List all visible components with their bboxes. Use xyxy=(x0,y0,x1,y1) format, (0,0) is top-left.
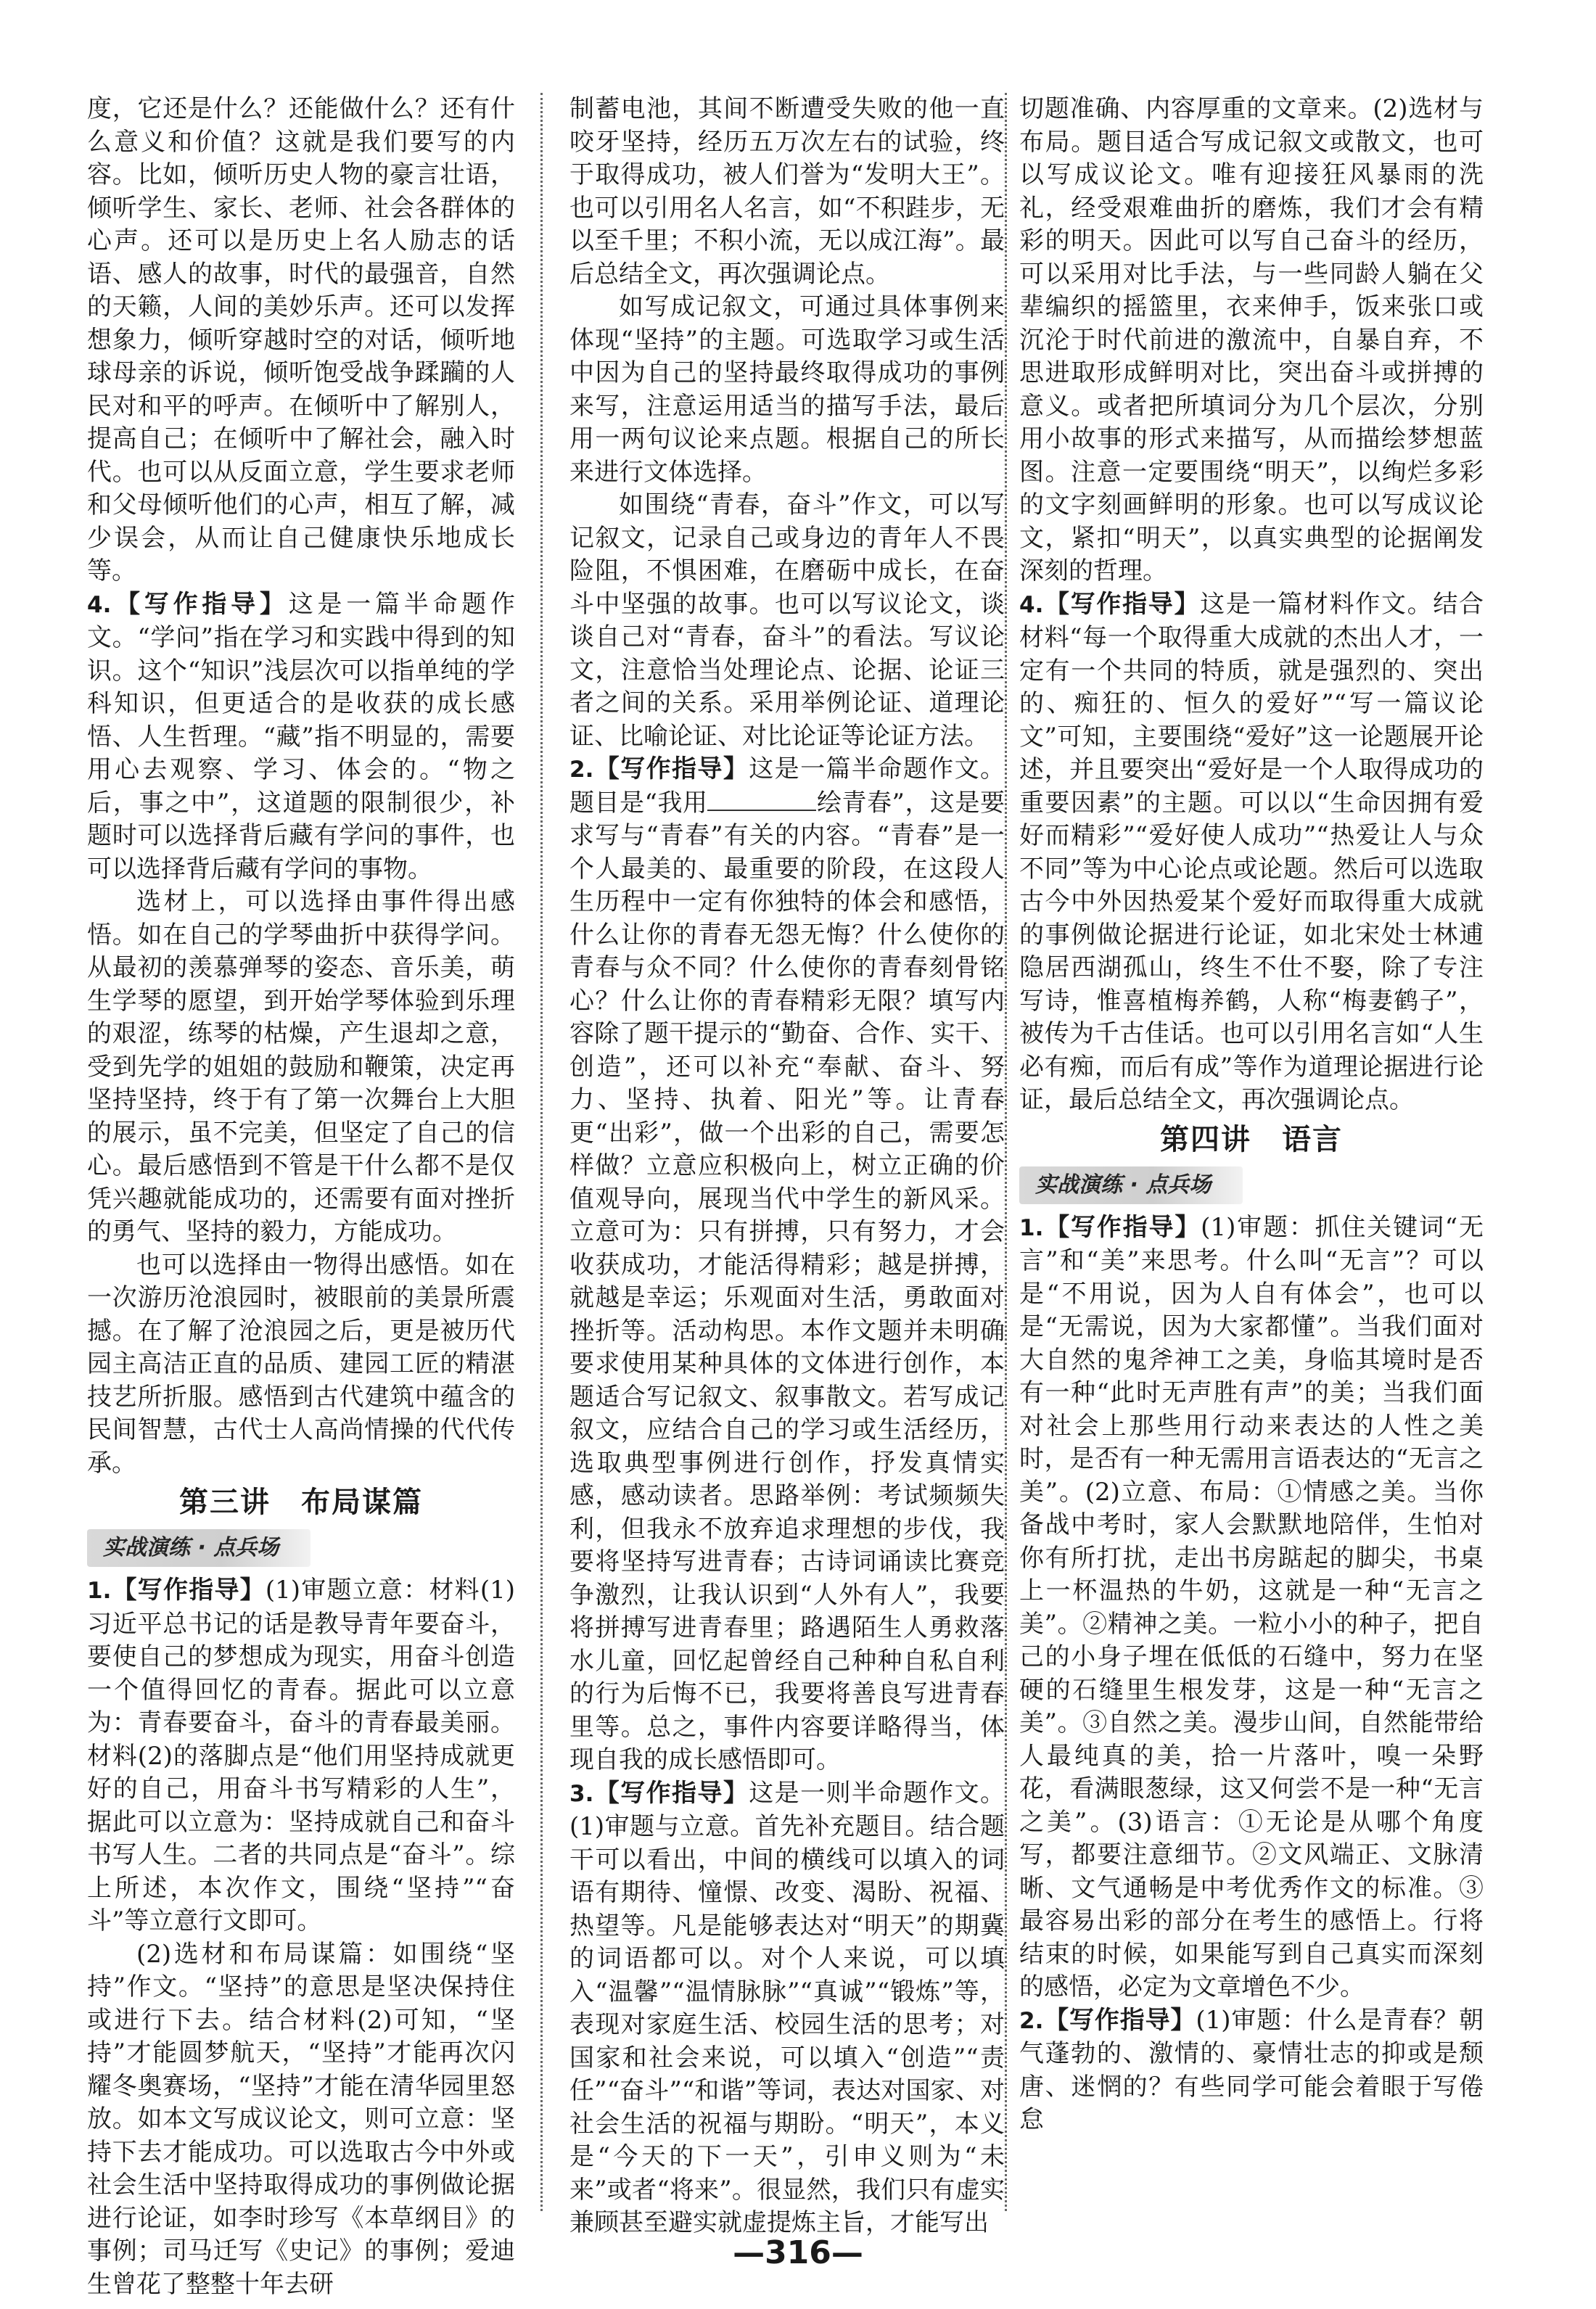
paragraph: (2)选材和布局谋篇：如围绕“坚持”作文。“坚持”的意思是坚决保持住或进行下去。结合材料(2)可知，“坚持”才能圆梦航天，“坚持”才能再次闪耀冬奥赛场，“坚持”才能在清华园里怒放。如本文写成议论文，则可立意：坚持下去才能成功。可以选取古今中外或社会生活中坚持取得成功的事例做论据进行论证，如李时珍写《本草纲目》的事例；司马迁写《史记》的事例；爱迪生曾花了整整十年去研 xyxy=(87,1939,515,2299)
paragraph: 选材上，可以选择由事件得出感悟。如在自己的学琴曲折中获得学问。从最初的羡慕弹琴的姿态、音乐美，萌生学琴的愿望，到开始学琴体验到乐理的艰涩，练琴的枯燥，产生退却之意，受到先学的姐姐的鼓励和鞭策，决定再坚持坚持，终于有了第一次舞台上大胆的展示，虽不完美，但坚定了自己的信心。最后感悟到不管是干什么都不是仅凭兴趣就能成功的，还需要有面对挫折的勇气、坚持的毅力，方能成功。 xyxy=(87,887,515,1246)
item-tag: 【写作指导】 xyxy=(1043,1212,1201,1242)
column-divider-2 xyxy=(1005,93,1007,2211)
item-number: 2. xyxy=(1019,2007,1044,2034)
answer-item-3 xyxy=(569,1777,1005,2240)
paragraph: 如写成记叙文，可通过具体事例来体现“坚持”的主题。可选取学习或生活中因为自己的坚持最终取得成功的事例来写，注意运用适当的描写手法，最后用一两句议论来点题。根据自己的所长来进行文体选择。 xyxy=(569,292,1005,487)
answer-item-2 xyxy=(569,753,1005,1777)
item-text: 这是一则半命题作文。(1)审题与立意。首先补充题目。结合题干可以看出，中间的横线可以填入的词语有期待、憧憬、改变、渴盼、祝福、热望等。凡是能够表达对“明天”的期冀的词语都可以。对个人来说，可以填入“温馨”“温情脉脉”“真诚”“锻炼”等，表现对家庭生活、校园生活的思考；对国家和社会来说，可以填入“创造”“责任”“奋斗”“和谐”等词，表达对国家、对社会生活的祝福与期盼。“明天”，本义是“今天的下一天”，引申义则为“未来”或者“将来”。很显然，我们只有虚实兼顾甚至避实就虚提炼主旨，才能写出 xyxy=(569,1778,1005,2237)
item-number: 4. xyxy=(87,591,112,618)
item-tag: 【写作指导】 xyxy=(111,1576,266,1605)
paragraph: 也可以选择由一物得出感悟。如在一次游历沧浪园时，被眼前的美景所震撼。在了解了沧浪园之后，更是被历代园主高洁正直的品质、建园工匠的精湛技艺所折服。感悟到古代建筑中蕴含的民间智慧，古代士人高尚情操的代代传承。 xyxy=(87,1250,515,1478)
item-number: 1. xyxy=(87,1578,112,1604)
item-number: 2. xyxy=(569,757,594,783)
paragraph: 如围绕“青春，奋斗”作文，可以写记叙文，记录自己或身边的青年人不畏险阻，不惧困难，在磨砺中成长，在奋斗中坚强的故事。也可以写议论文，谈谈自己对“青春，奋斗”的看法。写议论文，注意恰当处理论点、论据、论证三者之间的关系。采用举例论证、道理论证、比喻论证、对比论证等论证方法。 xyxy=(569,490,1005,751)
section-banner: 实战演练 · 点兵场 xyxy=(1019,1166,1243,1204)
paragraph: 度，它还是什么？还能做什么？还有什么意义和价值？这就是我们要写的内容。比如，倾听历史人物的豪言壮语，倾听学生、家长、老师、社会各群体的心声。还可以是历史上名人励志的话语、感人的故事，时代的最强音，自然的天籁，人间的美妙乐声。还可以发挥想象力，倾听穿越时空的对话，倾听地球母亲的诉说，倾听饱受战争蹂躏的人民对和平的呼声。在倾听中了解别人，提高自己；在倾听中了解社会，融入时代。也可以从反面立意，学生要求老师和父母倾听他们的心声，相互了解，减少误会，从而让自己健康快乐地成长等。 xyxy=(87,94,515,585)
answer-item-1 xyxy=(1019,1211,1484,2004)
item-number: 1. xyxy=(1019,1214,1044,1241)
item-number: 4. xyxy=(1019,591,1044,618)
answer-item-2 xyxy=(1019,2004,1484,2137)
column-3 xyxy=(1019,93,1484,2137)
item-tag: 【写作指导】 xyxy=(1043,589,1201,619)
fill-blank xyxy=(707,788,816,811)
item-text: (1)审题：什么是青春？朝气蓬勃的、激情的、豪情壮志的抑或是颓唐、迷惘的？有些同学可能会着眼于写倦怠 xyxy=(1019,2005,1484,2134)
page-number: —316— xyxy=(733,2234,863,2271)
item-tag: 【写作指导】 xyxy=(1043,2005,1196,2035)
paragraph: 制蓄电池，其间不断遭受失败的他一直咬牙坚持，经历五万次左右的试验，终于取得成功，被人们誉为“发明大王”。也可以引用名人名言，如“不积跬步，无以至千里；不积小流，无以成江海”。最后总结全文，再次强调论点。 xyxy=(569,94,1005,289)
section-banner: 实战演练 · 点兵场 xyxy=(87,1529,310,1567)
column-divider-1 xyxy=(540,93,543,2211)
item-text: 绘青春”，这是要求写与“青春”有关的内容。“青春”是一个人最美的、最重要的阶段，在这段人生历程中一定有你独特的体会和感悟，什么让你的青春无怨无悔？什么使你的青春与众不同？什么使你的青春刻骨铭心？什么让你的青春精彩无限？填写内容除了题干提示的“勤奋、合作、实干、创造”，还可以补充“奉献、奋斗、努力、坚持、执着、阳光”等。让青春更“出彩”，做一个出彩的自己，需要怎样做？立意应积极向上，树立正确的价值观导向，展现当代中学生的新风采。立意可为：只有拼搏，只有努力，才会收获成功，才能活得精彩；越是拼搏，就越是幸运；乐观面对生活，勇敢面对挫折等。活动构思。本作文题并未明确要求使用某种具体的文体进行创作，本题适合写记叙文、叙事散文。若写成记叙文，应结合自己的学习或生活经历，选取典型事例进行创作，抒发真情实感，感动读者。思路举例：考试频频失利，但我永不放弃追求理想的步伐，我要将坚持写进青春；古诗词诵读比赛竞争激烈，让我认识到“人外有人”，我要将拼搏写进青春里；路遇陌生人勇救落水儿童，回忆起曾经自己种种自私自利的行为后悔不已，我要将善良写进青春里等。总之，事件内容要详略得当，体现自我的成长感悟即可。 xyxy=(569,788,1005,1774)
item-tag: 【写作指导】 xyxy=(593,1778,749,1808)
item-tag: 【写作指导】 xyxy=(111,589,289,619)
item-tag: 【写作指导】 xyxy=(593,754,749,783)
answer-item-4 xyxy=(1019,588,1484,1117)
item-text: 这是一篇半命题作文。题目是“我用 xyxy=(569,754,1005,818)
item-text: (1)审题：抓住关键词“无言”和“美”来思考。什么叫“无言”？可以是“不用说，因为人自有体会”，也可以是“无需说，因为大家都懂”。当我们面对大自然的鬼斧神工之美，身临其境时是否有一种“此时无声胜有声”的美；当我们面对社会上那些用行动来表达的人性之美时，是否有一种无需用言语表达的“无言之美”。(2)立意、布局：①情感之美。当你备战中考时，家人会默默地陪伴，生怕对你有所打扰，走出书房踮起的脚尖，书桌上一杯温热的牛奶，这就是一种“无言之美”。②精神之美。一粒小小的种子，把自己的小身子埋在低低的石缝中，努力在坚硬的石缝里生根发芽，这是一种“无言之美”。③自然之美。漫步山间，自然能带给人最纯真的美，拾一片落叶，嗅一朵野花，看满眼葱绿，这又何尝不是一种“无言之美”。(3)语言：①无论是从哪个角度写，都要注意细节。②文风端正、文脉清晰、文气通畅是中考优秀作文的标准。③最容易出彩的部分在考生的感悟上。行将结束的时候，如果能写到自己真实而深刻的感悟，必定为文章增色不少。 xyxy=(1019,1212,1484,2001)
item-number: 3. xyxy=(569,1780,594,1807)
item-text: 这是一篇材料作文。结合材料“每一个取得重大成就的杰出人才，一定有一个共同的特质，就是强烈的、突出的、痴狂的、恒久的爱好”“写一篇议论文”可知，主要围绕“爱好”这一论题展开论述，并且要突出“爱好是一个人取得成功的重要因素”的主题。可以以“生命因拥有爱好而精彩”“爱好使人成功”“热爱让人与众不同”等为中心论点或论题。然后可以选取古今中外因热爱某个爱好而取得重大成就的事例做论据进行论证，如北宋处士林逋隐居西湖孤山，终生不仕不娶，除了专注写诗，惟喜植梅养鹤，人称“梅妻鹤子”，被传为千古佳话。也可以引用名言如“人生必有痴，而后有成”等作为道理论据进行论证，最后总结全文，再次强调论点。 xyxy=(1019,589,1484,1114)
item-text: 这是一篇半命题作文。“学问”指在学习和实践中得到的知识。这个“知识”浅层次可以指单纯的学科知识，但更适合的是收获的成长感悟、人生哲理。“藏”指不明显的，需要用心去观察、学习、体会的。“物之后，事之中”，这道题的限制很少，补题时可以选择背后藏有学问的事件，也可以选择背后藏有学问的事物。 xyxy=(87,589,516,884)
item-text: (1)审题立意：材料(1)习近平总书记的话是教导青年要奋斗，要使自己的梦想成为现实，用奋斗创造一个值得回忆的青春。据此可以立意为：青春要奋斗，奋斗的青春最美丽。材料(2)的落脚点是“他们用坚持成就更好的自己，用奋斗书写精彩的人生”，据此可以立意为：坚持成就自己和奋斗书写人生。二者的共同点是“奋斗”。综上所述，本次作文，围绕“坚持”“奋斗”等立意行文即可。 xyxy=(87,1576,515,1935)
answer-item-1 xyxy=(87,1574,515,1938)
section-heading: 第三讲 布局谋篇 xyxy=(179,1486,423,1519)
answer-item-4 xyxy=(87,588,515,886)
section-heading: 第四讲 语言 xyxy=(1160,1122,1343,1156)
column-2 xyxy=(569,93,1005,2240)
paragraph: 切题准确、内容厚重的文章来。(2)选材与布局。题目适合写成记叙文或散文，也可以写成议论文。唯有迎接狂风暴雨的洗礼，经受艰难曲折的磨炼，我们才会有精彩的明天。因此可以写自己奋斗的经历，可以采用对比手法，与一些同龄人躺在父辈编织的摇篮里，衣来伸手，饭来张口或沉沦于时代前进的激流中，自暴自弃，不思进取形成鲜明对比，突出奋斗或拼搏的意义。或者把所填词分为几个层次，分别用小故事的形式来描写，从而描绘梦想蓝图。注意一定要围绕“明天”，以绚烂多彩的文字刻画鲜明的形象。也可以写成议论文，紧扣“明天”，以真实典型的论据阐发深刻的哲理。 xyxy=(1019,94,1484,585)
column-1 xyxy=(87,93,515,2301)
